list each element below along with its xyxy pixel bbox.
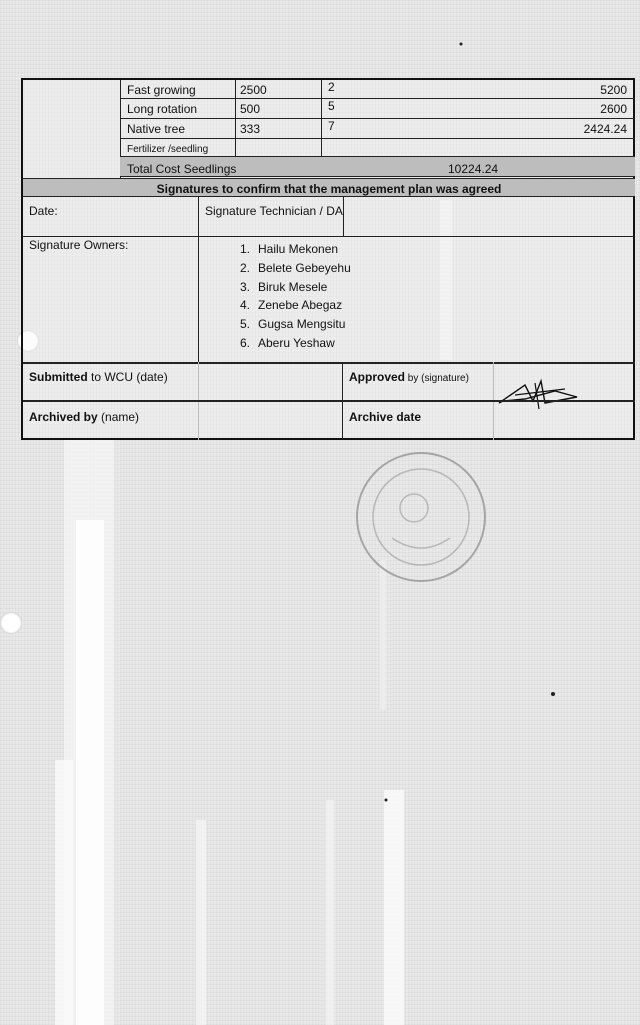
seedling-type: Fast growing [127,83,196,97]
list-item: 2. Belete Gebeyehu [239,260,351,275]
archived-by-label: Archived by (name) [29,410,140,424]
seedling-unit-price: 5 [328,99,335,113]
signatures-header: Signatures to confirm that the management plan was agreed [156,182,502,196]
seal-stamp [352,448,490,586]
owners-list [228,240,351,353]
total-cost-value: 10224.24 [448,162,499,176]
seedling-quantity: 2500 [240,83,267,97]
seedling-quantity: 500 [240,102,261,116]
seedling-type: Native tree [127,122,186,136]
seedling-total: 2424.24 [583,122,627,136]
approval-signature [495,373,585,413]
list-item: 3. Biruk Mesele [239,279,328,294]
punch-hole-bottom [0,612,22,634]
list-item: 5. Gugsa Mengsitu [239,317,346,332]
seedling-unit-price: 7 [328,119,335,133]
seedling-total: 5200 [600,83,627,97]
seedling-unit-price: 2 [328,80,335,94]
management-plan-form [21,78,635,440]
archive-date-label: Archive date [349,410,422,424]
technician-signature-label: Signature Technician / DA [205,204,343,218]
list-item: 4. Zenebe Abegaz [239,298,343,313]
seedling-type: Fertilizer /seedling [127,144,209,155]
date-label: Date: [29,204,58,218]
owners-signature-label: Signature Owners: [29,238,129,252]
seedling-quantity: 333 [240,122,261,136]
seedling-type: Long rotation [127,102,198,116]
list-item: 6. Aberu Yeshaw [239,335,335,350]
total-cost-label: Total Cost Seedlings [127,162,237,176]
list-item: 1. Hailu Mekonen [239,242,339,256]
approved-label: Approved by (signature) [349,370,469,384]
submitted-label: Submitted to WCU (date) [29,370,168,384]
seedling-total: 2600 [600,102,627,116]
